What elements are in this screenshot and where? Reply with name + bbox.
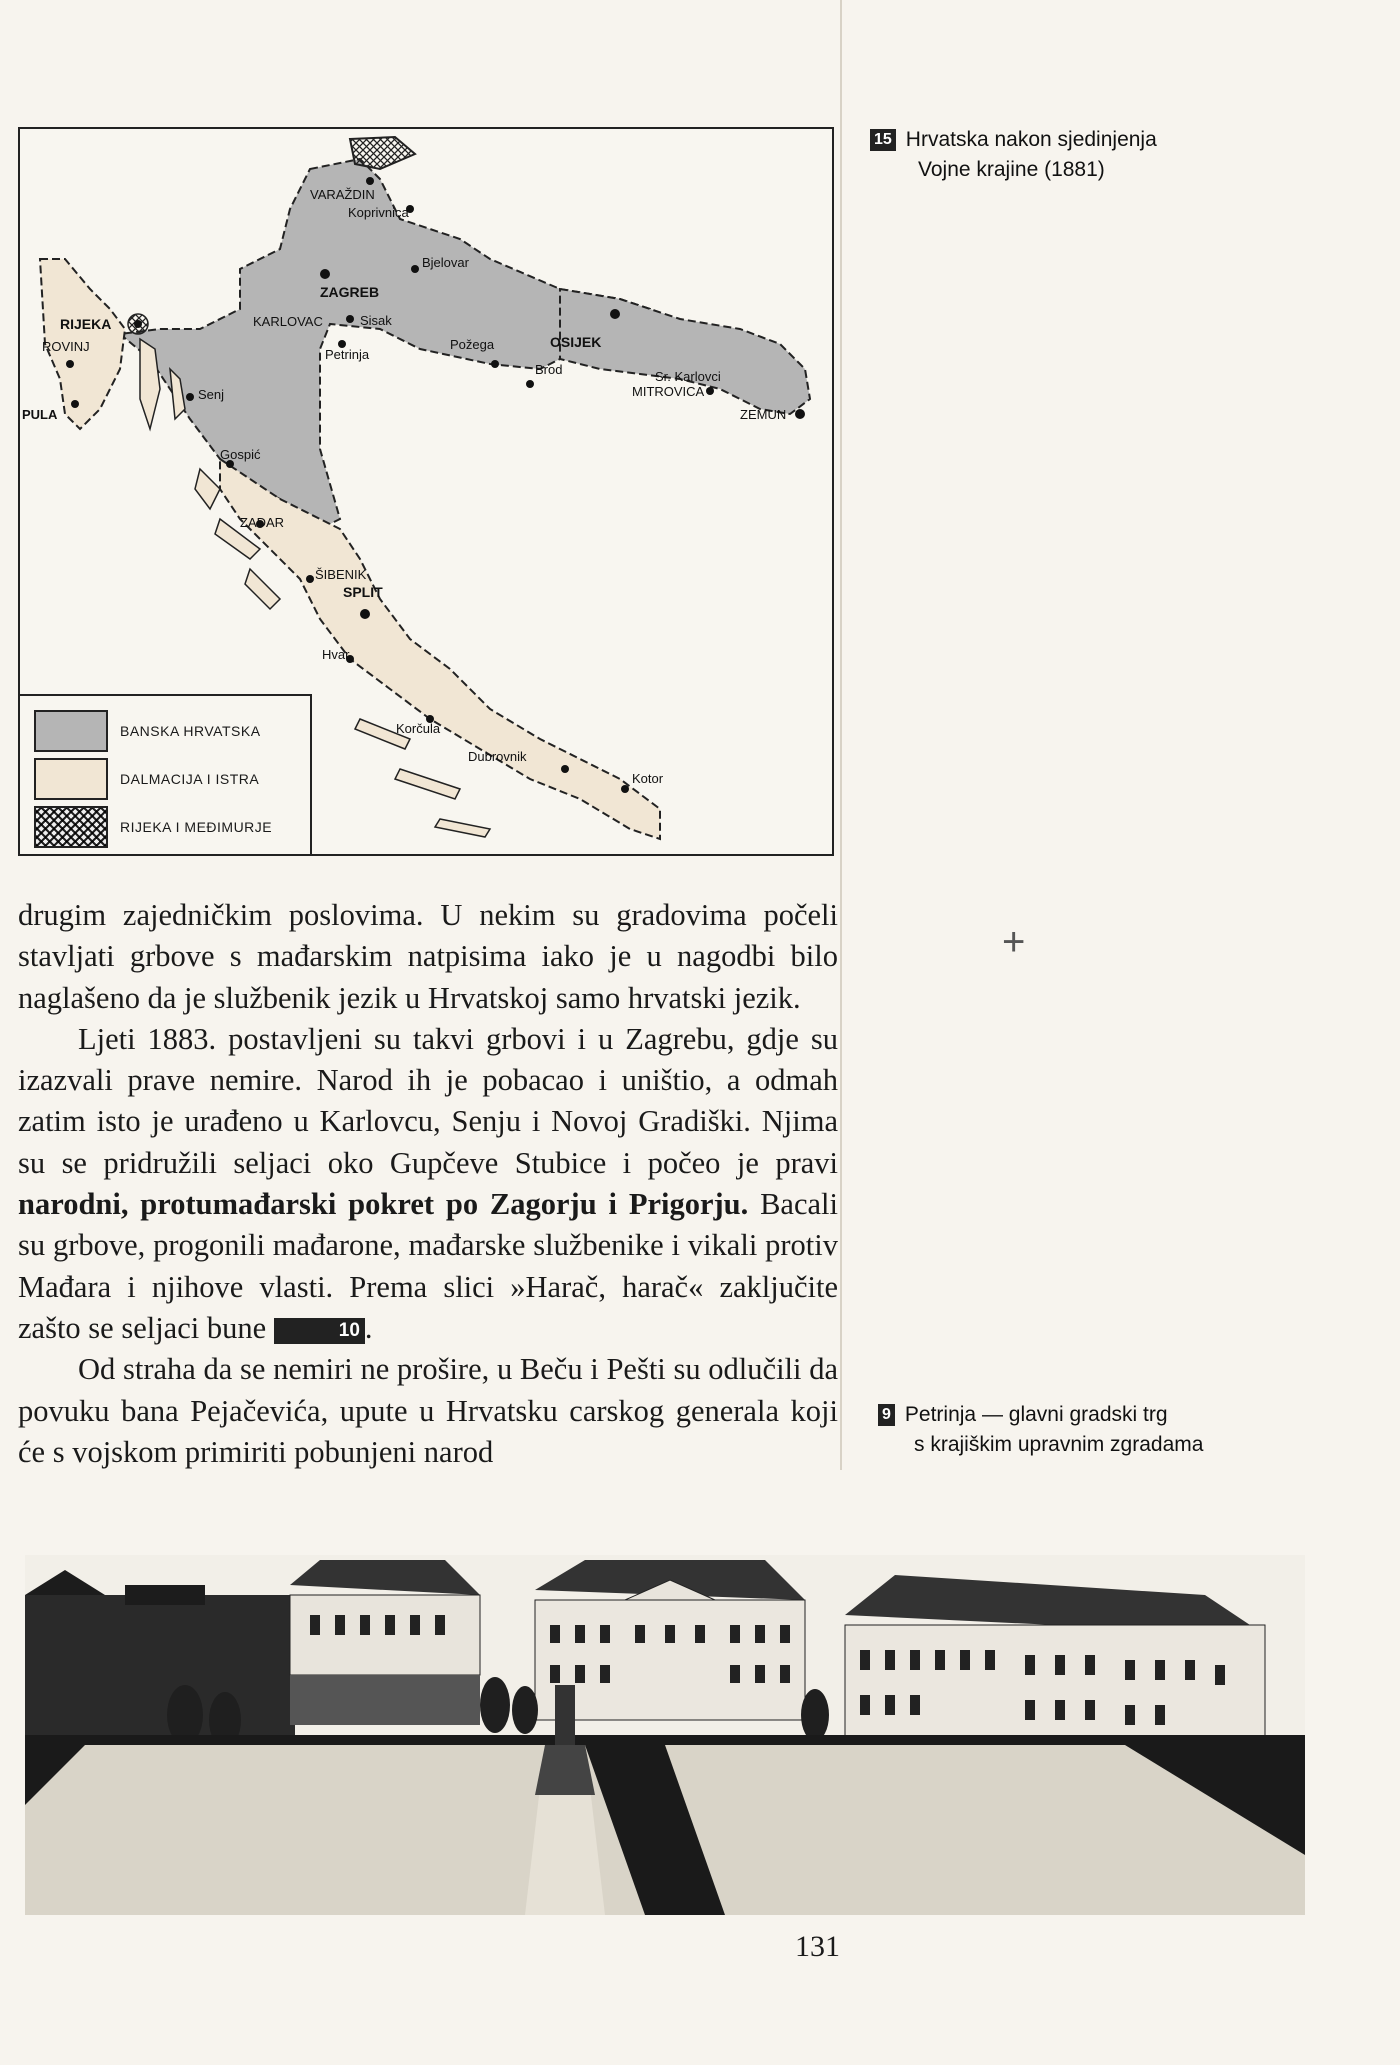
label-osijek: OSIJEK — [550, 334, 602, 350]
photo-caption-line2: s krajiškim upravnim zgradama — [914, 1433, 1204, 1456]
paragraph-3: Od straha da se nemiri ne prošire, u Beču i Pešti su odlučili da povuku bana Pejačevića, upute u Hrvatsku carskog generala koji će s vojskom primiriti pobunjeni narod — [18, 1352, 838, 1469]
legend-swatch-dalmacija — [34, 758, 108, 800]
label-sr-karlovci: Sr. Karlovci — [655, 369, 721, 384]
label-brod: Brod — [535, 362, 563, 377]
label-petrinja: Petrinja — [325, 347, 370, 362]
paragraph-2 — [18, 1019, 838, 1349]
legend-item-rijeka — [34, 806, 272, 848]
label-split: SPLIT — [343, 584, 383, 600]
label-senj: Senj — [198, 387, 225, 402]
figure-reference-10: 10 — [274, 1318, 365, 1344]
label-mitrovica: MITROVICA — [632, 384, 705, 399]
label-rijeka: RIJEKA — [60, 316, 112, 332]
label-kotor: Kotor — [632, 771, 664, 786]
pencil-mark: + — [1002, 920, 1026, 964]
paragraph-2-end: . — [364, 1310, 373, 1345]
label-karlovac: KARLOVAC — [253, 314, 323, 329]
paragraph-2-text-b: Bacali su grbove, progonili mađarone, mađarske službenike i vikali protiv Mađara i njihove vlasti. Prema slici »Harač, harač« zaključite zašto se seljaci bune — [18, 1187, 838, 1345]
map-caption-line2: Vojne krajine (1881) — [918, 158, 1105, 181]
label-rovinj: ROVINJ — [42, 339, 90, 354]
legend-swatch-rijeka — [34, 806, 108, 848]
map-caption-line1: Hrvatska nakon sjedinjenja — [905, 128, 1157, 151]
illustration-drawing — [25, 1555, 1305, 1915]
historical-map — [18, 127, 834, 856]
photo-caption-line1: Petrinja — glavni gradski trg — [904, 1403, 1168, 1426]
medjimurje-region — [350, 137, 415, 169]
label-pula: PULA — [22, 407, 58, 422]
photo-caption-number: 9 — [878, 1404, 895, 1426]
label-zemun: ZEMUN — [740, 407, 787, 422]
legend-label-rijeka: RIJEKA I MEĐIMURJE — [120, 819, 273, 835]
label-sisak: Sisak — [360, 313, 392, 328]
page-number: 131 — [795, 1930, 840, 1963]
paragraph-2-text-a: Ljeti 1883. postavljeni su takvi grbovi i u Zagrebu, gdje su izazvali prave nemire. Narod ih je pobacao i uništio, a odmah zatim isto je urađeno u Karlovcu, Senju i Novoj Gradiški. Njima su se pridružili seljaci oko Gupčeve Stubice i počeo je pravi — [18, 1021, 838, 1180]
photo-caption — [878, 1400, 1203, 1460]
legend-label-dalmacija: DALMACIJA I ISTRA — [120, 771, 260, 787]
petrinja-illustration — [25, 1555, 1305, 1915]
label-varazdin: VARAŽDIN — [310, 187, 375, 202]
legend-swatch-banska — [34, 710, 108, 752]
label-dubrovnik: Dubrovnik — [468, 749, 527, 764]
label-hvar: Hvar — [322, 647, 350, 662]
body-text — [18, 895, 838, 1473]
label-koprivnica: Koprivnica — [348, 205, 409, 220]
paragraph-2-bold: narodni, protumađarski pokret po Zagorju i Prigorju. — [18, 1187, 749, 1222]
label-sibenik: ŠIBENIK — [315, 567, 367, 582]
label-gospic: Gospić — [220, 447, 261, 462]
label-zadar: ZADAR — [240, 515, 285, 530]
map-caption-number: 15 — [870, 129, 896, 151]
label-korcula: Korčula — [396, 721, 441, 736]
map-legend — [20, 694, 312, 856]
legend-item-dalmacija — [34, 758, 259, 800]
map-caption — [870, 125, 1157, 185]
label-pozega: Požega — [450, 337, 495, 352]
legend-label-banska: BANSKA HRVATSKA — [120, 723, 261, 739]
legend-item-banska — [34, 710, 261, 752]
paragraph-1: drugim zajedničkim poslovima. U nekim su gradovima počeli stavljati grbove s mađarskim natpisima iako je u nagodbi bilo naglašeno da je službenik jezik u Hrvatskoj samo hrvatski jezik. — [18, 898, 838, 1015]
label-bjelovar: Bjelovar — [422, 255, 469, 270]
page-fold — [840, 0, 842, 1470]
label-zagreb: ZAGREB — [320, 284, 380, 300]
